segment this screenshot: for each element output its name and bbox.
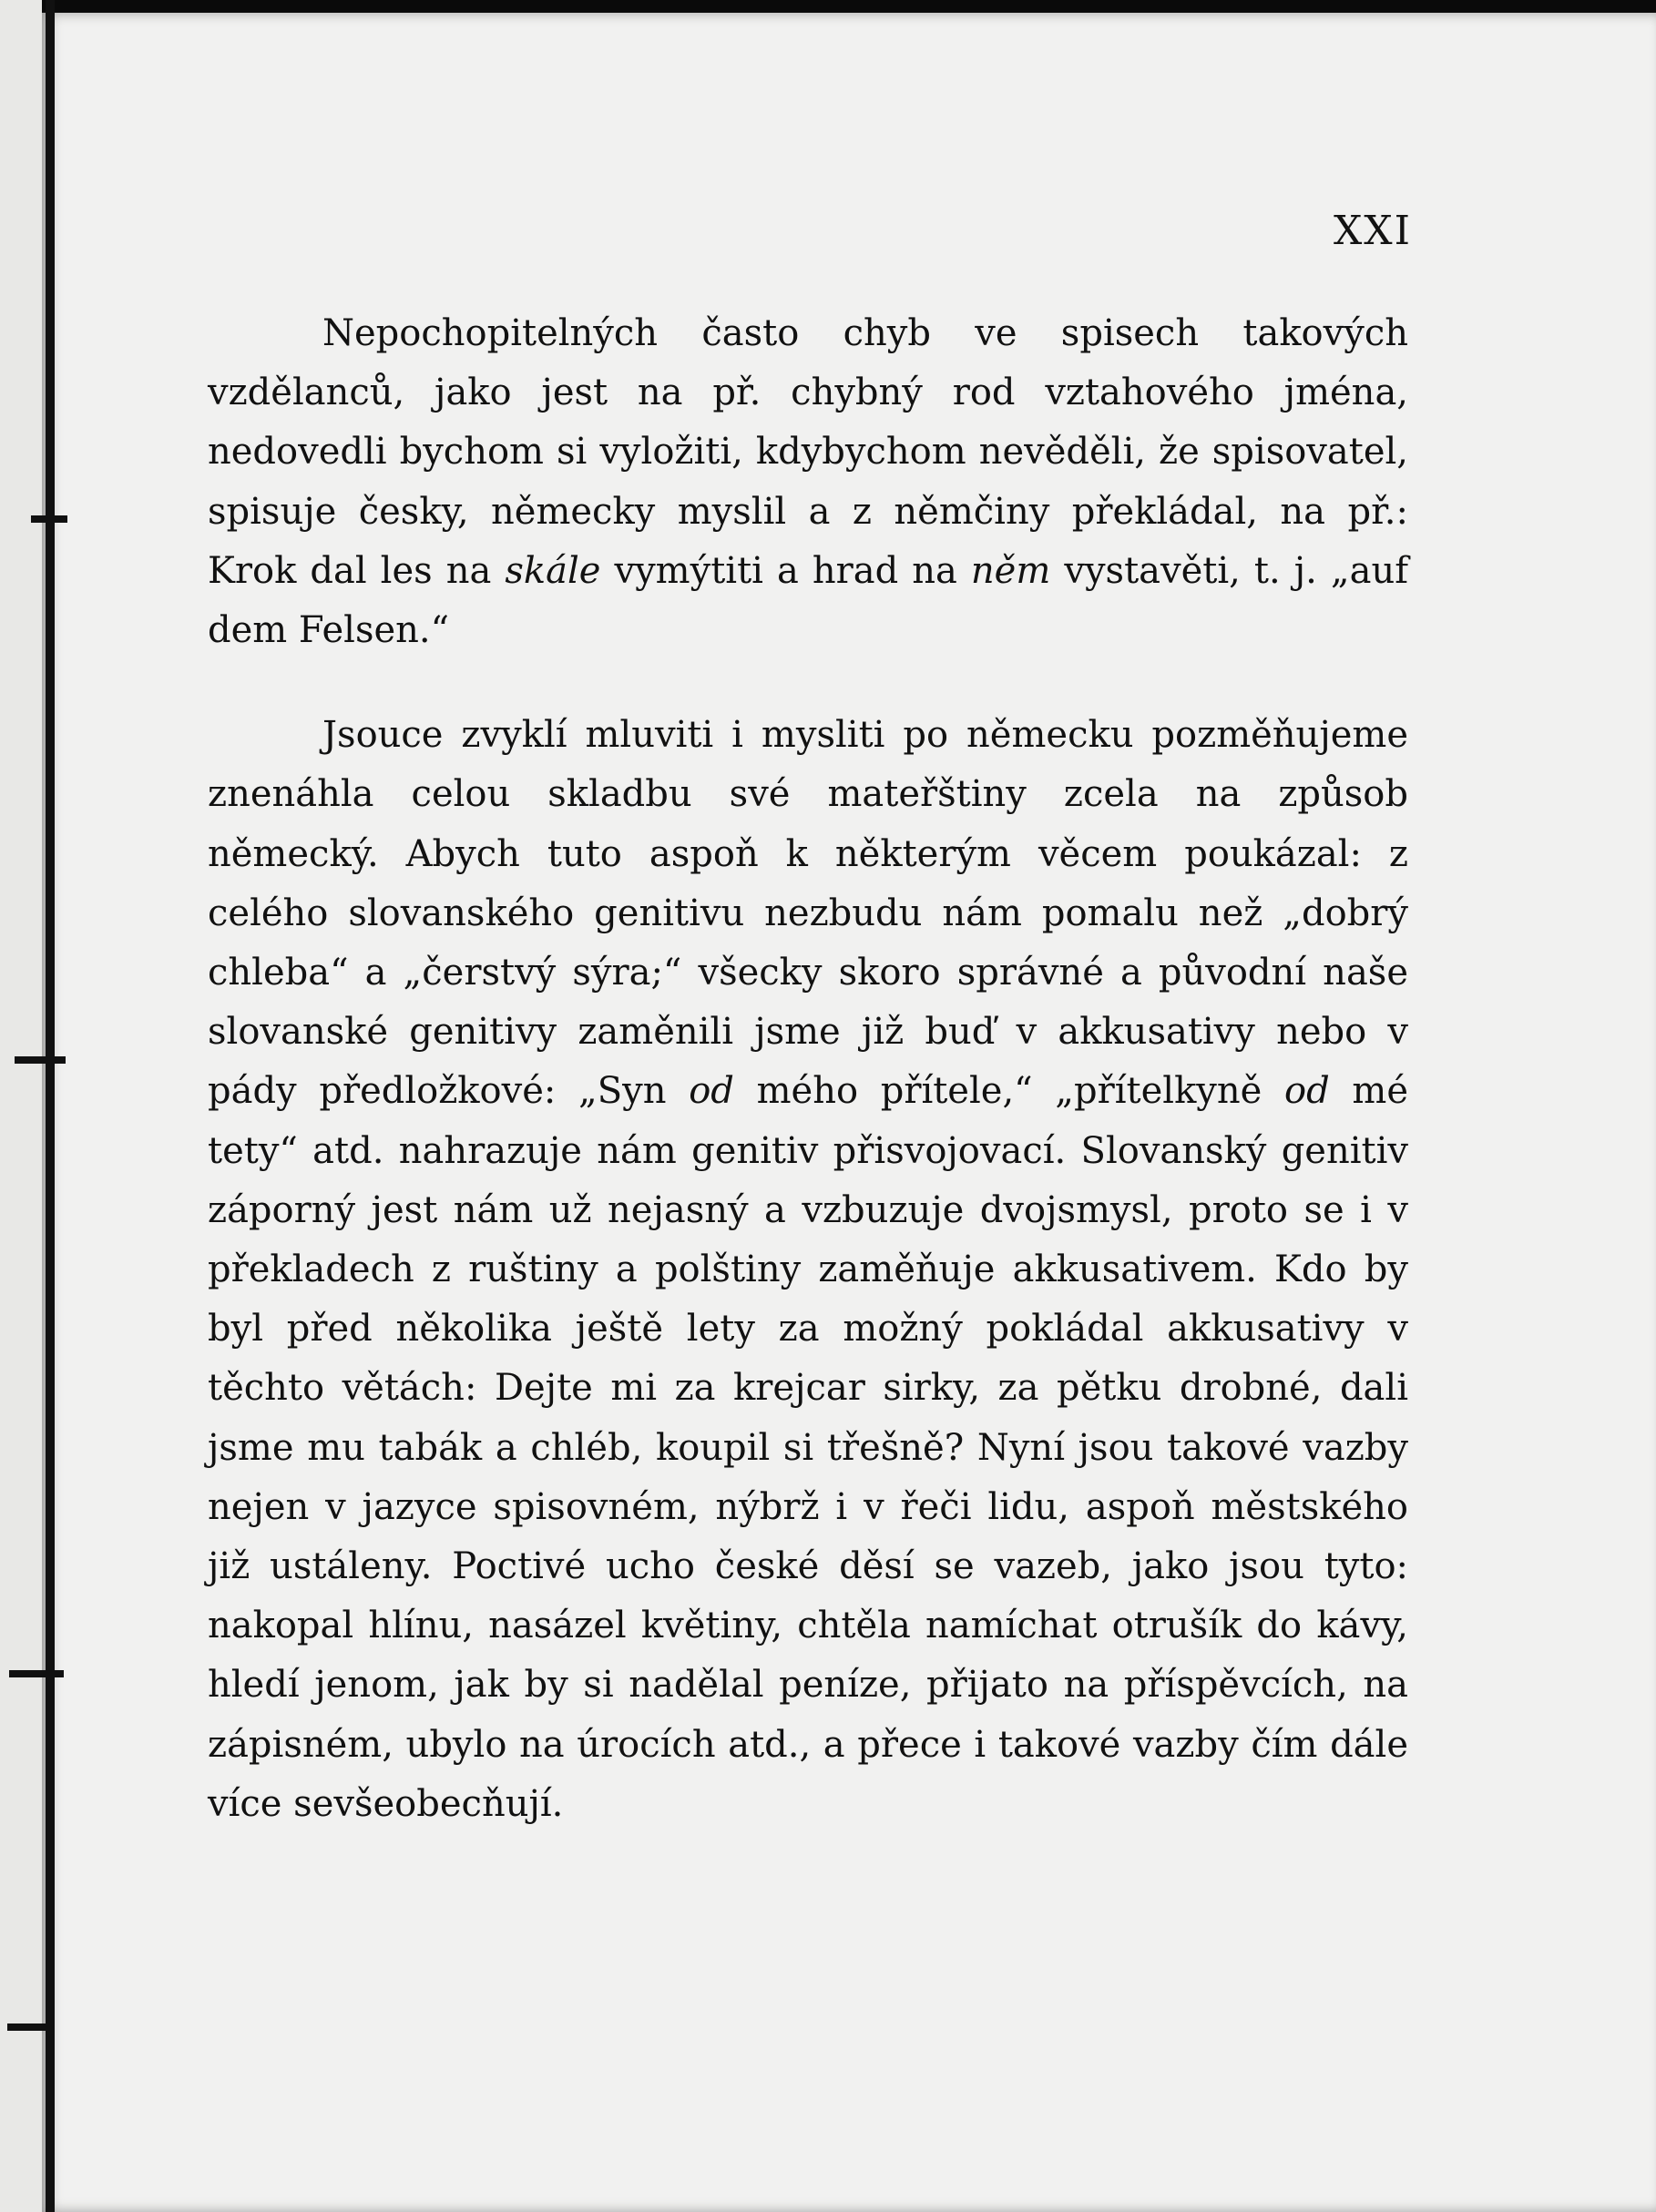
italic-text-run: něm	[970, 549, 1051, 592]
text-run: Nepochopitelných často chyb ve spisech takových vzdělanců, jako jest na př. chybný rod vztahového jména, nedovedli bychom si vyložiti, kdybychom nevěděli, že spisovatel, spisuje česky, německy myslil a z němčiny překládal, na př.: Krok dal les na	[208, 312, 1408, 592]
text-run: vystavěti, t. j. „auf dem Felsen.“	[208, 549, 1409, 652]
body-text	[208, 304, 1408, 1834]
binding-tick	[9, 1670, 64, 1677]
italic-text-run: skále	[505, 549, 601, 592]
binding-tick	[15, 1056, 66, 1064]
left-margin	[0, 0, 42, 2212]
binding-rule	[46, 0, 55, 2212]
text-run: mé tety“ atd. nahrazuje nám genitiv přisvojovací. Slovanský genitiv záporný jest nám už nejasný a vzbuzuje dvojsmysl, proto se i v překladech z ruštiny a polštiny zaměňuje akkusativem. Kdo by byl před několika ještě lety za možný pokládal akkusativy v těchto větách: Dejte mi za krejcar sirky, za pětku drobné, dali jsme mu tabák a chléb, koupil si třešně? Nyní jsou takové vazby nejen v jazyce spisovném, nýbrž i v řeči lidu, aspoň městského již ustáleny. Poctivé ucho české děsí se vazeb, jako jsou tyto: nakopal hlínu, nasázel květiny, chtěla namíchat otrušík do kávy, hledí jenom, jak by si nadělal peníze, přijato na příspěvcích, na zápisném, ubylo na úrocích atd., a přece i takové vazby čím dále více sevšeobecňují.	[208, 1070, 1409, 1825]
paragraph	[208, 706, 1408, 1834]
text-run: vymýtiti a hrad na	[600, 549, 971, 592]
binding-tick	[7, 2023, 55, 2031]
text-run: Jsouce zvyklí mluviti i mysliti po německu pozměňujeme znenáhla celou skladbu své mateřštiny zcela na způsob německý. Abych tuto aspoň k některým věcem poukázal: z celého slovanského genitivu nezbudu nám pomalu než „dobrý chleba“ a „čerstvý sýra;“ všecky skoro správné a původní naše slovanské genitivy zaměnili jsme již buď v akkusativy nebo v pády předložkové: „Syn	[208, 714, 1408, 1113]
binding-tick	[31, 515, 67, 523]
italic-text-run: od	[689, 1070, 734, 1113]
paragraph	[208, 304, 1408, 660]
page-number: XXI	[1333, 208, 1412, 254]
italic-text-run: od	[1284, 1070, 1330, 1113]
text-run: mého přítele,“ „přítelkyně	[733, 1070, 1285, 1113]
